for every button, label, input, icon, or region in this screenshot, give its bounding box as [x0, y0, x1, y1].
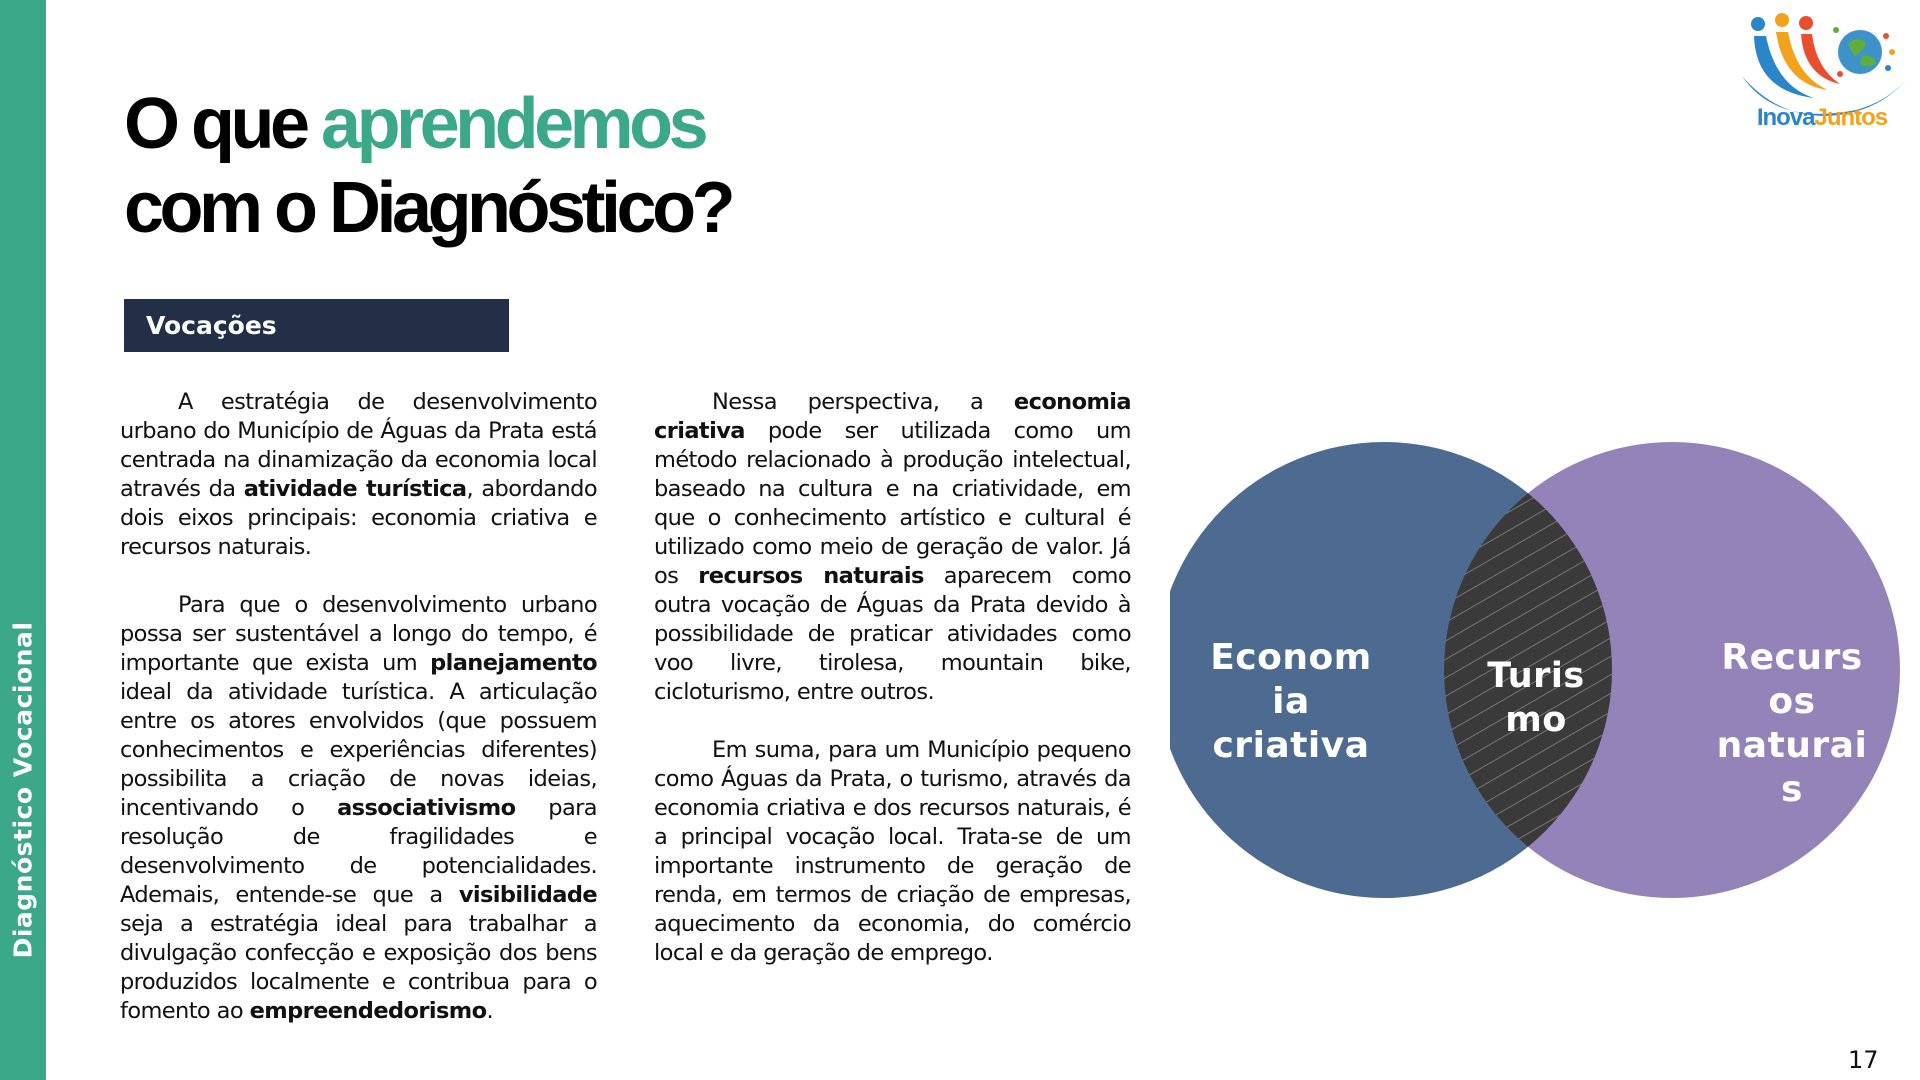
- title-line-2: com o Diagnóstico?: [124, 168, 732, 248]
- logo-wordmark: [1736, 104, 1908, 132]
- paragraph: [654, 736, 1131, 968]
- title-plain: O que: [124, 84, 306, 164]
- text-run: ideal da atividade turística. A articulação entre os atores envolvidos (que possuem conhecimentos e experiências diferentes) possibilita a criação de novas ideias, incentivando o: [120, 679, 597, 821]
- bold-term: recursos naturais: [698, 563, 924, 589]
- logo-text-juntos: Juntos: [1814, 104, 1888, 131]
- label-line: mo: [1505, 700, 1567, 740]
- label-line: criativa: [1212, 725, 1370, 766]
- text-run: pode ser utilizada como um método relacionado à produção intelectual, baseado na cultura e na criatividade, em que o conhecimento artístico e cultural é utilizado como meio de geração de valor. Já os: [654, 418, 1131, 589]
- venn-center-label: [1476, 654, 1596, 742]
- text-run: Nessa perspectiva, a: [712, 389, 1014, 415]
- logo-text-inova: Inova: [1756, 104, 1815, 131]
- label-line: s: [1781, 769, 1803, 810]
- bold-term: associativismo: [337, 795, 516, 821]
- bold-term: economia criativa: [654, 389, 1131, 444]
- sidebar-section-label: Diagnóstico Vocacional: [8, 621, 38, 959]
- page-number: 17: [1848, 1046, 1879, 1074]
- title-accent: aprendemos: [321, 84, 705, 164]
- label-line: Econom: [1210, 637, 1372, 678]
- bold-term: atividade turística: [243, 476, 467, 502]
- label-line: Recurs: [1721, 637, 1863, 678]
- venn-left-label: [1206, 636, 1376, 768]
- venn-right-label: [1712, 636, 1872, 812]
- text-run: Para que o desenvolvimento urbano possa ser sustentável a longo do tempo, é importante que exista um: [120, 592, 597, 676]
- page-title: [124, 82, 731, 250]
- paragraph: [120, 388, 597, 562]
- paragraph: [654, 388, 1131, 707]
- label-line: naturai: [1716, 725, 1868, 766]
- text-run: aparecem como outra vocação de Águas da Prata devido à possibilidade de praticar atividades como voo livre, tirolesa, mountain bike, cicloturismo, entre outros.: [654, 563, 1132, 705]
- text-run: seja a estratégia ideal para trabalhar a divulgação confecção e exposição dos bens produzidos localmente e contribua para o fomento ao: [120, 911, 597, 1024]
- bold-term: visibilidade: [458, 882, 597, 908]
- label-line: Turis: [1487, 656, 1585, 696]
- label-line: os: [1768, 681, 1816, 722]
- section-tag-vocacoes: Vocações: [124, 299, 509, 352]
- paragraph: [120, 591, 597, 1026]
- label-line: ia: [1272, 681, 1310, 722]
- text-run: , abordando dois eixos principais: economia criativa e recursos naturais.: [120, 476, 597, 560]
- text-column-left: [120, 388, 597, 1055]
- text-run: .: [486, 998, 494, 1024]
- title-line-1: [124, 82, 731, 166]
- bold-term: empreendedorismo: [249, 998, 487, 1024]
- text-column-right: [654, 388, 1131, 997]
- text-run: A estratégia de desenvolvimento urbano do Município de Águas da Prata está centrada na dinamização da economia local através da: [120, 389, 597, 502]
- text-run: para resolução de fragilidades e desenvolvimento de potencialidades. Ademais, entende-se que a: [120, 795, 597, 908]
- bold-term: planejamento: [430, 650, 597, 676]
- text-run: Em suma, para um Município pequeno como Águas da Prata, o turismo, através da economia criativa e dos recursos naturais, é a principal vocação local. Trata-se de um importante instrumento de geração de renda, em termos de criação de empresas, aquecimento da economia, do comércio local e da geração de emprego.: [654, 737, 1131, 966]
